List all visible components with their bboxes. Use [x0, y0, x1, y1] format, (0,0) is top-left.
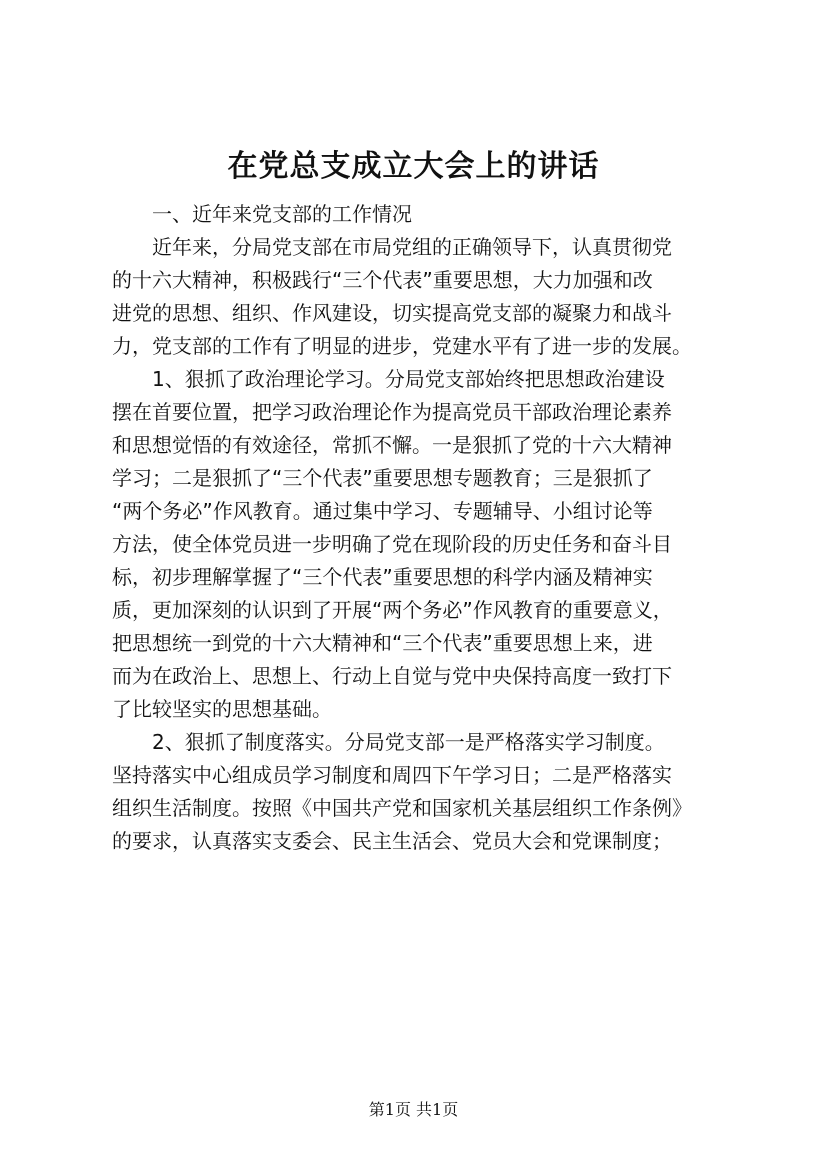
body-line: 而为在政治上、思想上、行动上自觉与党中央保持高度一致打下: [112, 664, 672, 688]
body-line: 标，初步理解掌握了“三个代表”重要思想的科学内涵及精神实: [112, 565, 653, 589]
body-line: 进党的思想、组织、作风建设，切实提高党支部的凝聚力和战斗: [112, 301, 672, 325]
body-line: 的要求，认真落实支委会、民主生活会、党员大会和党课制度；: [112, 829, 672, 853]
body-line: 力，党支部的工作有了明显的进步，党建水平有了进一步的发展。: [112, 334, 692, 358]
body-line: 把思想统一到党的十六大精神和“三个代表”重要思想上来，进: [112, 631, 653, 655]
document-body: [112, 198, 724, 858]
body-line: 1、狠抓了政治理论学习。分局党支部始终把思想政治建设: [112, 367, 665, 391]
body-line: 的十六大精神，积极践行“三个代表”重要思想，大力加强和改: [112, 268, 653, 292]
body-line: 一、近年来党支部的工作情况: [112, 202, 412, 226]
body-line: 2、狠抓了制度落实。分局党支部一是严格落实学习制度。: [112, 730, 665, 754]
document-title: 在党总支成立大会上的讲话: [227, 149, 600, 184]
body-line: 和思想觉悟的有效途径，常抓不懈。一是狠抓了党的十六大精神: [112, 433, 672, 457]
body-line: 方法，使全体党员进一步明确了党在现阶段的历史任务和奋斗目: [112, 532, 672, 556]
body-line: “两个务必”作风教育。通过集中学习、专题辅导、小组讨论等: [112, 499, 653, 523]
body-line: 质，更加深刻的认识到了开展“两个务必”作风教育的重要意义，: [112, 598, 673, 622]
body-line: 摆在首要位置，把学习政治理论作为提高党员干部政治理论素养: [112, 400, 672, 424]
body-line: 组织生活制度。按照《中国共产党和国家机关基层组织工作条例》: [112, 796, 692, 820]
body-line: 学习；二是狠抓了“三个代表”重要思想专题教育；三是狠抓了: [112, 466, 653, 490]
body-line: 近年来，分局党支部在市局党组的正确领导下，认真贯彻党: [112, 235, 672, 259]
page-footer: 第1页 共1页: [368, 1100, 459, 1119]
body-line: 了比较坚实的思想基础。: [112, 697, 332, 721]
body-line: 坚持落实中心组成员学习制度和周四下午学习日；二是严格落实: [112, 763, 672, 787]
